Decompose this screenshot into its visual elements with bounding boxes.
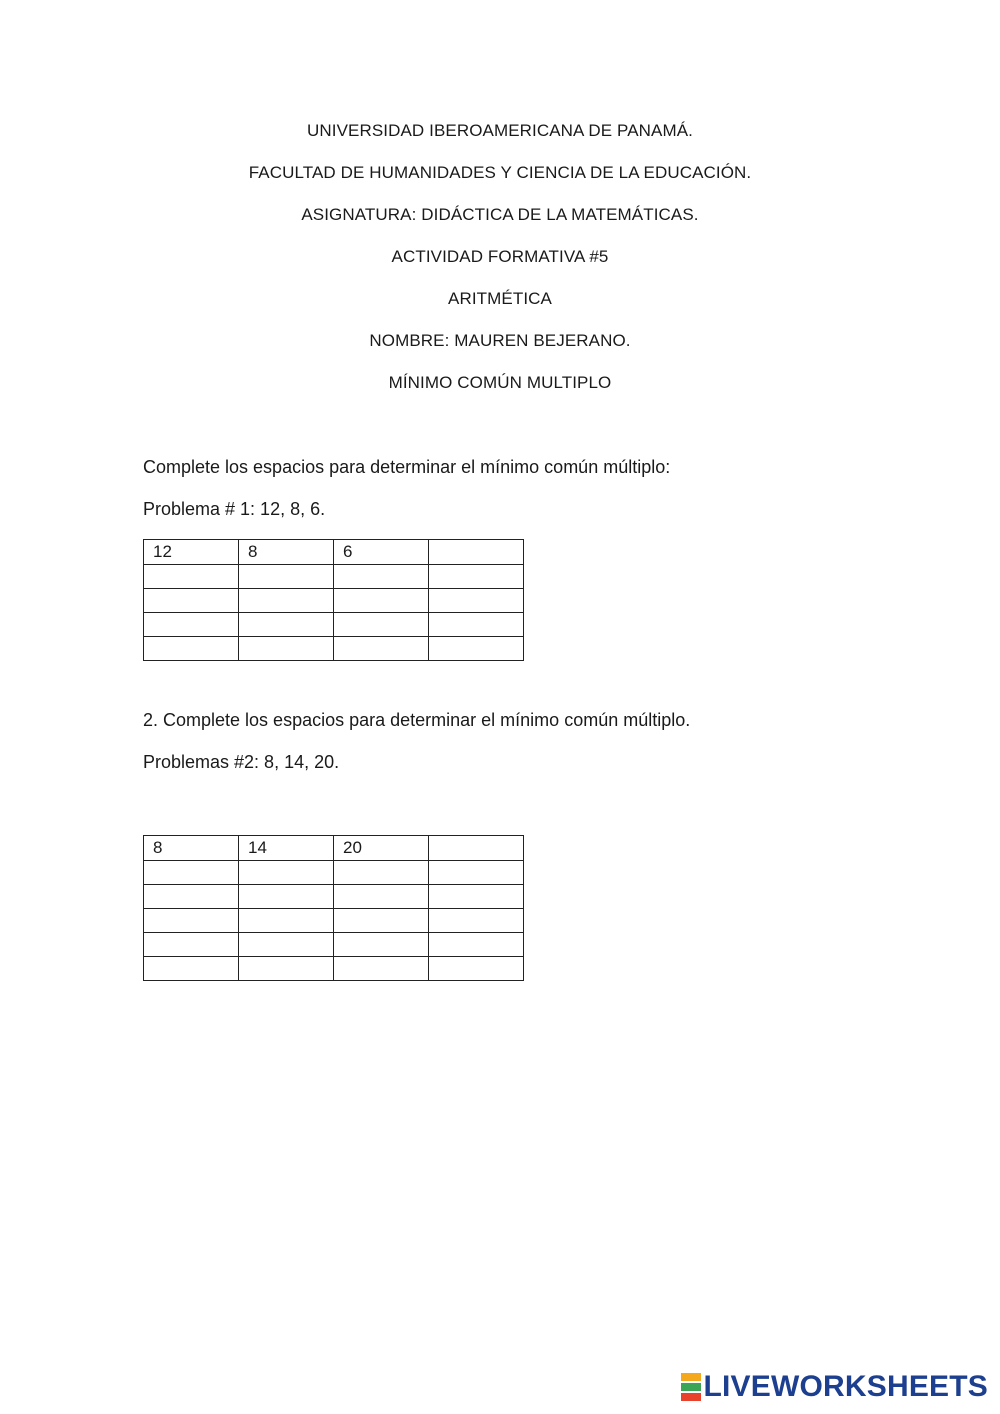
logo-block-icon [681, 1393, 701, 1401]
answer-cell[interactable] [429, 589, 524, 613]
table-row [144, 933, 524, 957]
answer-cell[interactable] [239, 589, 334, 613]
subject-name: ASIGNATURA: DIDÁCTICA DE LA MATEMÁTICAS. [301, 205, 699, 224]
liveworksheets-icon [681, 1372, 701, 1402]
answer-cell[interactable] [334, 613, 429, 637]
answer-cell[interactable] [144, 613, 239, 637]
problem2-table [143, 835, 524, 981]
table-row [144, 613, 524, 637]
table-header-row [144, 540, 524, 565]
answer-cell[interactable] [239, 565, 334, 589]
problem1-instruction: Complete los espacios para determinar el mínimo común múltiplo: [143, 457, 671, 477]
table-cell: 8 [144, 836, 239, 861]
answer-cell[interactable] [334, 565, 429, 589]
answer-cell[interactable] [334, 861, 429, 885]
answer-cell[interactable] [429, 637, 524, 661]
table-cell: 8 [239, 540, 334, 565]
answer-cell[interactable] [239, 637, 334, 661]
answer-cell[interactable] [334, 957, 429, 981]
answer-cell[interactable] [239, 861, 334, 885]
answer-cell[interactable] [429, 957, 524, 981]
answer-cell[interactable] [144, 565, 239, 589]
answer-cell[interactable] [144, 885, 239, 909]
problem2-label: Problemas #2: 8, 14, 20. [143, 752, 340, 772]
table-row [144, 957, 524, 981]
worksheet-title: MÍNIMO COMÚN MULTIPLO [388, 373, 612, 392]
answer-cell[interactable] [239, 909, 334, 933]
answer-cell[interactable] [429, 885, 524, 909]
table-cell: 14 [239, 836, 334, 861]
answer-cell[interactable] [144, 589, 239, 613]
answer-cell[interactable] [334, 909, 429, 933]
answer-cell[interactable] [144, 933, 239, 957]
faculty-name: FACULTAD DE HUMANIDADES Y CIENCIA DE LA EDUCACIÓN. [248, 163, 752, 182]
university-name: UNIVERSIDAD IBEROAMERICANA DE PANAMÁ. [307, 121, 693, 140]
answer-cell[interactable] [429, 565, 524, 589]
problem1-label: Problema # 1: 12, 8, 6. [143, 499, 326, 519]
table-cell: 20 [334, 836, 429, 861]
answer-cell[interactable] [429, 909, 524, 933]
table-row [144, 565, 524, 589]
table-cell: 12 [144, 540, 239, 565]
table-row [144, 589, 524, 613]
answer-cell[interactable] [144, 909, 239, 933]
table-row [144, 909, 524, 933]
answer-cell[interactable] [334, 589, 429, 613]
table-header-row [144, 836, 524, 861]
answer-cell[interactable] [429, 861, 524, 885]
liveworksheets-logo[interactable] [681, 1370, 989, 1404]
logo-block-icon [681, 1373, 701, 1381]
answer-cell[interactable] [429, 613, 524, 637]
logo-block-icon [681, 1383, 701, 1391]
problem1-table [143, 539, 524, 661]
answer-cell[interactable] [144, 957, 239, 981]
answer-cell[interactable] [239, 613, 334, 637]
topic-label: ARITMÉTICA [448, 289, 552, 308]
answer-cell[interactable] [144, 637, 239, 661]
student-name: NOMBRE: MAUREN BEJERANO. [369, 331, 631, 350]
answer-cell[interactable] [144, 861, 239, 885]
answer-cell[interactable] [334, 933, 429, 957]
table-row [144, 885, 524, 909]
brand-name: LIVEWORKSHEETS [703, 1370, 988, 1403]
table-cell [429, 540, 524, 565]
table-row [144, 637, 524, 661]
answer-cell[interactable] [334, 637, 429, 661]
table-row [144, 861, 524, 885]
answer-cell[interactable] [239, 933, 334, 957]
answer-cell[interactable] [429, 933, 524, 957]
problem2-instruction: 2. Complete los espacios para determinar el mínimo común múltiplo. [143, 710, 691, 730]
answer-cell[interactable] [334, 885, 429, 909]
answer-cell[interactable] [239, 885, 334, 909]
activity-label: ACTIVIDAD FORMATIVA #5 [391, 247, 609, 266]
table-cell: 6 [334, 540, 429, 565]
answer-cell[interactable] [239, 957, 334, 981]
table-cell [429, 836, 524, 861]
